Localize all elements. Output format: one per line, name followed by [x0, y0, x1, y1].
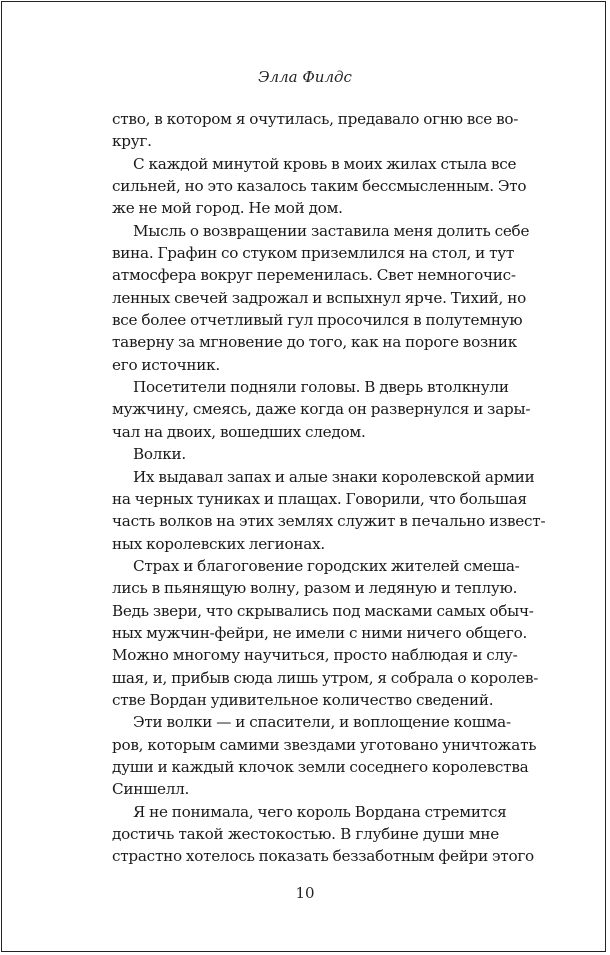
text-line: лись в пьянящую волну, разом и ледяную и теплую. — [112, 579, 518, 598]
text-line: ство, в котором я очутилась, предавало огню все во- — [112, 110, 519, 128]
text-line: мужчину, смеясь, даже когда он развернулся и зары- — [112, 400, 531, 419]
text-line: его источник. — [112, 355, 220, 374]
text-line: же не мой город. Не мой дом. — [112, 199, 343, 218]
text-line: Эти волки — и спасители, и воплощение кошма- — [133, 713, 511, 732]
text-line: круг. — [112, 132, 152, 151]
text-line: ных мужчин-фейри, не имели с ними ничего общего. — [112, 623, 528, 642]
text-line: чал на двоих, вошедших следом. — [112, 422, 366, 441]
text-line: стве Вордан удивительное количество сведений. — [112, 690, 494, 709]
text-line: атмосфера вокруг переменилась. Свет немногочис- — [112, 266, 516, 285]
text-line: достичь такой жестокостью. В глубине души мне — [112, 825, 499, 843]
page-body-text — [112, 108, 546, 868]
text-line: Их выдавал запах и алые знаки королевской армии — [133, 467, 535, 486]
text-line: Волки. — [133, 445, 186, 464]
text-line: на черных туниках и плащах. Говорили, что большая — [112, 489, 527, 508]
text-line: вина. Графин со стуком приземлился на стол, и тут — [112, 244, 515, 263]
running-header-author: Элла Филдс — [258, 68, 352, 86]
text-line: таверну за мгновение до того, как на пороге возник — [112, 333, 518, 352]
text-line: ных королевских легионах. — [112, 534, 325, 553]
text-line: Ведь звери, что скрывались под масками самых обыч- — [112, 601, 534, 620]
text-line: страстно хотелось показать беззаботным фейри этого — [112, 847, 534, 866]
text-line: шая, и, прибыв сюда лишь утром, я собрала о королев- — [112, 668, 539, 687]
text-line: часть волков на этих землях служит в печально извест- — [112, 512, 546, 531]
text-line: Синшелл. — [112, 780, 190, 799]
text-line: ленных свечей задрожал и вспыхнул ярче. Тихий, но — [112, 288, 526, 307]
text-line: Страх и благоговение городских жителей смеша- — [133, 556, 520, 575]
text-line: Мысль о возвращении заставила меня долить себе — [133, 221, 530, 240]
text-line: Можно многому научиться, просто наблюдая и слу- — [112, 646, 518, 665]
text-line: сильней, но это казалось таким бессмысленным. Это — [112, 177, 527, 196]
text-line: души и каждый клочок земли соседнего королевства — [112, 757, 529, 776]
text-line: все более отчетливый гул просочился в полутемную — [112, 311, 523, 330]
text-line: С каждой минутой кровь в моих жилах стыла все — [133, 154, 517, 173]
text-line: Посетители подняли головы. В дверь втолкнули — [133, 378, 509, 397]
text-line: Я не понимала, чего король Вордана стремится — [133, 802, 507, 821]
page-number: 10 — [295, 884, 315, 902]
text-line: ров, которым самими звездами уготовано уничтожать — [112, 735, 537, 754]
